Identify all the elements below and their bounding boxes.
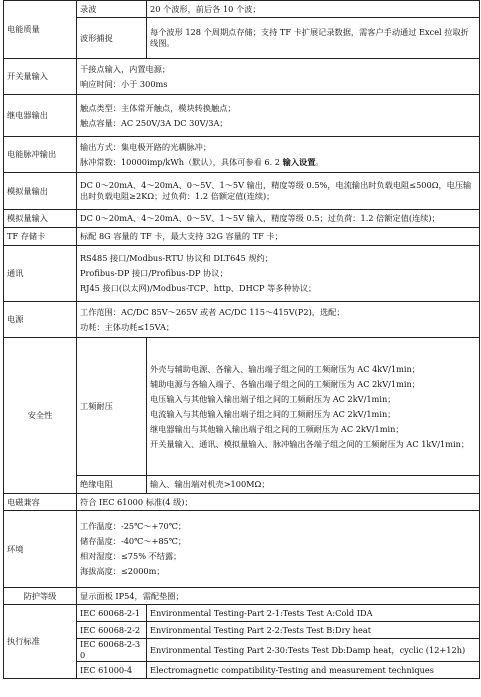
standard-desc-3: Environmental Testing Part 2-30:Tests Test Db:Damp heat，cyclic (12+12h)	[147, 639, 480, 662]
environment-value	[77, 511, 480, 588]
env-line-2: 储存温度：-40℃～+85℃；	[80, 536, 187, 546]
standard-code-1: IEC 60068-2-1	[77, 605, 147, 622]
category-tf-card: TF 存储卡	[4, 228, 77, 246]
row-relay-output	[4, 95, 480, 137]
insulation-value: 输入、输出端对机壳>100MΩ；	[147, 476, 480, 494]
category-pulse-output: 电能脉冲输出	[4, 137, 77, 173]
relay-output-line-1: 触点类型：主体常开触点，模块转换触点；	[80, 102, 236, 113]
row-comms	[4, 246, 480, 302]
category-standards: 执行标准	[4, 605, 77, 679]
withstand-value	[147, 338, 480, 476]
comms-value	[77, 246, 480, 302]
relay-output-value	[77, 95, 480, 137]
withstand-line-1: 外壳与辅助电源、各输入、输出端子组之间的工频耐压为 AC 4kV/1min；	[150, 363, 420, 374]
pulse-output-line-1: 输出方式：集电极开路的光耦脉冲；	[80, 141, 212, 152]
category-analog-input: 模拟量输入	[4, 210, 77, 228]
standard-desc-4: Electromagnetic compatibility-Testing and measurement techniques	[147, 662, 480, 679]
power-supply-line-2: 功耗：主体功耗≤15VA；	[80, 321, 175, 332]
spec-table	[3, 0, 480, 679]
analog-input-value: DC 0～20mA、4～20mA、0～5V、1～5V 输入，精度等级 0.5；过负荷：1.2 倍额定值(连续)；	[77, 210, 480, 228]
row-emc	[4, 494, 480, 511]
emc-value: 符合 IEC 61000 标准(4 级)；	[77, 494, 480, 511]
row-pulse-output	[4, 137, 480, 173]
standard-code-4: IEC 61000-4	[77, 662, 147, 679]
power-supply-value	[77, 302, 480, 338]
category-analog-output: 模拟量输出	[4, 173, 77, 210]
row-switch-input	[4, 59, 480, 95]
pulse-output-line-2: 脉冲常数：10000imp/kWh（默认），具体可参看 6. 2 输入设置。	[80, 156, 324, 167]
withstand-label: 工频耐压	[77, 338, 147, 476]
row-analog-output	[4, 173, 480, 210]
comms-line-2: Profibus-DP 接口/Profibus-DP 协议；	[80, 268, 228, 278]
analog-output-value: DC 0～20mA、4～20mA、0～5V、1～5V 输出，精度等级 0.5%，电流输出时负载电阻≤500Ω，电压输出时负载电阻≥2KΩ；过负荷：1.2 倍额定值(连续)；	[77, 173, 480, 210]
category-power-supply: 电源	[4, 302, 77, 338]
row-analog-input	[4, 210, 480, 228]
switch-input-line-2: 响应时间：小于 300ms	[80, 78, 168, 89]
category-relay-output: 继电器输出	[4, 95, 77, 137]
comms-line-3: RJ45 接口(以太网)/Modbus-TCP、http、DHCP 等多种协议；	[80, 283, 317, 293]
withstand-line-4: 电流输入与其他输入输出端子组之间的工频耐压为 AC 2kV/1min；	[150, 408, 396, 419]
standard-desc-1: Environmental Testing-Part 2-1:Tests Test A:Cold IDA	[147, 605, 480, 622]
category-emc: 电磁兼容	[4, 494, 77, 511]
withstand-line-3: 电压输入与其他输入输出端子组之间的工频耐压为 AC 2kV/1min；	[150, 393, 396, 404]
category-safety: 安全性	[4, 338, 77, 494]
env-line-4: 海拔高度：≤2000m；	[80, 566, 165, 576]
withstand-line-6: 开关量输入、通讯、模拟量输入、脉冲输出各端子组之间的工频耐压为 AC 1kV/1min；	[150, 438, 470, 449]
standard-code-2: IEC 60068-2-2	[77, 622, 147, 639]
withstand-line-5: 继电器输出与其他输入输出端子组之间的工频耐压为 AC 2kV/1min；	[150, 423, 404, 434]
category-protection: 防护等级	[4, 588, 77, 605]
env-line-1: 工作温度：-25℃～+70℃；	[80, 521, 187, 531]
row-protection	[4, 588, 480, 605]
category-power-quality: 电能质量	[4, 1, 77, 59]
row-environment	[4, 511, 480, 588]
category-switch-input: 开关量输入	[4, 59, 77, 95]
env-line-3: 相对湿度：≤75% 不结露；	[80, 551, 182, 561]
switch-input-value	[77, 59, 480, 95]
row-safety-withstand	[4, 338, 480, 476]
insulation-label: 绝缘电阻	[77, 476, 147, 494]
capture-value: 每个波形 128 个周期点存储；支持 TF 卡扩展记录数据，需客户手动通过 Excel 拉取折线图。	[147, 18, 480, 59]
category-comms: 通讯	[4, 246, 77, 302]
protection-value: 显示面板 IP54，需配垫圈；	[77, 588, 480, 605]
pulse-output-value	[77, 137, 480, 173]
sub-label-recording: 录波	[77, 1, 147, 18]
standard-desc-2: Environmental Testing Part 2-2:Tests Test B:Dry heat	[147, 622, 480, 639]
standard-code-3: IEC 60068-2-30	[77, 639, 147, 662]
tf-card-value: 标配 8G 容量的 TF 卡，最大支持 32G 容量的 TF 卡；	[77, 228, 480, 246]
switch-input-line-1: 干接点输入，内置电源；	[80, 63, 171, 74]
comms-line-1: RS485 接口/Modbus-RTU 协议和 DLT645 规约；	[80, 253, 273, 263]
power-supply-line-1: 工作范围：AC/DC 85V～265V 或者 AC/DC 115～415V(P2)，选配；	[80, 306, 345, 317]
category-environment: 环境	[4, 511, 77, 588]
sub-label-capture: 波形捕捉	[77, 18, 147, 59]
row-tf-card	[4, 228, 480, 246]
row-standard-1	[4, 605, 480, 622]
recording-value: 20 个波形，前后各 10 个波；	[147, 1, 480, 18]
input-settings-link: 输入设置	[282, 156, 316, 167]
row-power-supply	[4, 302, 480, 338]
row-power-quality-recording	[4, 1, 480, 18]
relay-output-line-2: 触点容量：AC 250V/3A DC 30V/3A；	[80, 117, 228, 128]
withstand-line-2: 辅助电源与各输入端子、各输出端子组之间的工频耐压为 AC 2kV/1min；	[150, 378, 420, 389]
